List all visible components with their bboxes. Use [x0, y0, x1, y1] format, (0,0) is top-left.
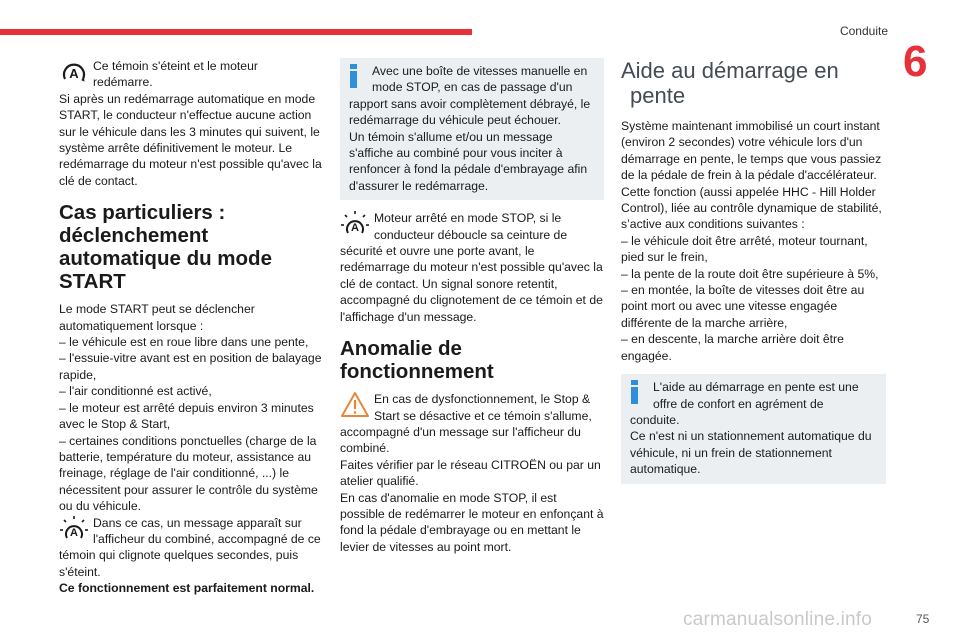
warning-light-icon — [340, 210, 370, 238]
info-first: Avec une boîte de vitesses manuelle en — [372, 64, 588, 78]
fault-first: En cas de dysfonctionnement, le Stop & — [374, 392, 591, 407]
list-item: – l'air conditionné est activé, — [59, 384, 212, 399]
section-title: Conduite — [839, 24, 888, 38]
fault-restart-text: En cas d'anomalie en mode STOP, il est possible de redémarrer le moteur en enfonçant à fond la pédale d'embrayage ou en mettant le levier de vitesses au point mort. — [340, 490, 604, 554]
watermark: carmanualsonline.info — [683, 609, 873, 630]
auto-a-icon — [59, 515, 89, 543]
message-first: Dans ce cas, un message apparaît sur — [93, 515, 302, 530]
list-item: – la pente de la route doit être supérieure à 5%, — [621, 266, 879, 281]
svg-text:A: A — [70, 526, 78, 539]
header-accent-bar — [0, 29, 472, 35]
svg-text:A: A — [69, 66, 79, 81]
fault-rest: Start se désactive et ce témoin s'allume, accompagné d'un message sur l'afficheur du combiné. — [340, 408, 592, 456]
start-indicator-paragraph — [59, 58, 323, 91]
column-3 — [621, 58, 886, 494]
info-first: L'aide au démarrage en pente est une — [653, 380, 859, 395]
column-2 — [340, 58, 604, 555]
info-icon — [349, 64, 359, 90]
seatbelt-rest: conducteur déboucle sa ceinture de sécurité et ouvre une porte avant, le redémarrage du moteur n'est possible qu'avec la clé de contact. Un signal sonore retentit, accompagné du clignotement de ce témoin et de l'affichage d'un message. — [340, 227, 603, 324]
list-item: – certaines conditions ponctuelles (charge de la batterie, température du moteur, assistance au freinage, réglage de l'air conditionné, ...) le nécessitent pour assurer le contrôle du système ou du véhicule. — [59, 433, 318, 514]
message-rest: l'afficheur du combiné, accompagné de ce témoin qui clignote quelques secondes, puis s'éteint. — [59, 531, 321, 579]
list-item: – en montée, la boîte de vitesses doit être au point mort ou avec une vitesse engagée différente de la marche arrière, — [621, 283, 865, 330]
hill-start-description: Système maintenant immobilisé un court instant (environ 2 secondes) votre véhicule lors d'un démarrage en pente, le temps que vous passiez de la pédale de frein à la pédale d'accélérateur. — [621, 119, 882, 183]
special-cases-heading: Cas particuliers : déclenchement automatique du mode START — [59, 201, 272, 294]
info-icon — [630, 380, 640, 406]
list-item: – en descente, la marche arrière doit être engagée. — [621, 332, 844, 363]
svg-text:A: A — [351, 222, 359, 235]
fault-paragraph — [340, 391, 604, 457]
list-item: – le véhicule est en roue libre dans une pente, — [59, 335, 309, 350]
manual-gearbox-info-box — [340, 58, 604, 200]
list-item: – l'essuie-vitre avant est en position de balayage rapide, — [59, 351, 322, 382]
list-item: – le moteur est arrêté depuis environ 3 minutes avec le Stop & Start, — [59, 400, 314, 432]
heading-line-1: Aide au démarrage en — [621, 58, 839, 83]
start-indicator-first: Ce témoin s'éteint et le moteur — [93, 59, 258, 73]
normal-operation-note: Ce fonctionnement est parfaitement normal. — [59, 581, 315, 596]
seatbelt-paragraph — [340, 210, 604, 325]
info-rest: offre de confort en agrément de conduite. — [630, 396, 824, 427]
column-1 — [59, 58, 323, 597]
page-number: 75 — [916, 612, 930, 626]
seatbelt-first: Moteur arrêté en mode STOP, si le — [374, 211, 562, 226]
warning-triangle-icon — [340, 391, 370, 419]
list-item: – le véhicule doit être arrêté, moteur tournant, pied sur le frein, — [621, 233, 868, 265]
fault-heading: Anomalie de fonctionnement — [340, 337, 494, 384]
info-body: Ce n'est ni un stationnement automatique du véhicule, ni un frein de stationnement automatique. — [630, 429, 872, 477]
chapter-number: 6 — [903, 37, 928, 86]
start-timeout-text: Si après un redémarrage automatique en mode START, le conducteur n'effectue aucune action sur le véhicule dans les 3 minutes qui suivent, le système arrête définitivement le moteur. Le redémarrage du moteur n'est possible qu'avec la clé de contact. — [59, 91, 322, 188]
hill-start-heading — [621, 58, 886, 108]
special-cases-lead: Le mode START peut se déclencher automatiquement lorsque : — [59, 302, 255, 333]
start-indicator-rest: redémarre. — [93, 75, 153, 90]
hill-start-info-box — [621, 374, 886, 483]
auto-a-icon — [59, 58, 89, 86]
info-body: Un témoin s'allume et/ou un message s'affiche au combiné pour vous inciter à renfoncer à fond la pédale d'embrayage afin d'assurer le redémarrage. — [349, 129, 588, 193]
heading-line-2: pente — [630, 83, 686, 108]
hill-start-conditions-lead: Cette fonction (aussi appelée HHC - Hill Holder Control), liée au contrôle dynamique de stabilité, s’active aux conditions suivantes : — [621, 184, 882, 232]
message-paragraph — [59, 515, 323, 581]
fault-check-text: Faites vérifier par le réseau CITROËN ou par un atelier qualifié. — [340, 457, 601, 489]
info-rest: mode STOP, en cas de passage d'un rapport sans avoir complètement débrayé, le redémarrage du véhicule peut échouer. — [349, 80, 591, 128]
